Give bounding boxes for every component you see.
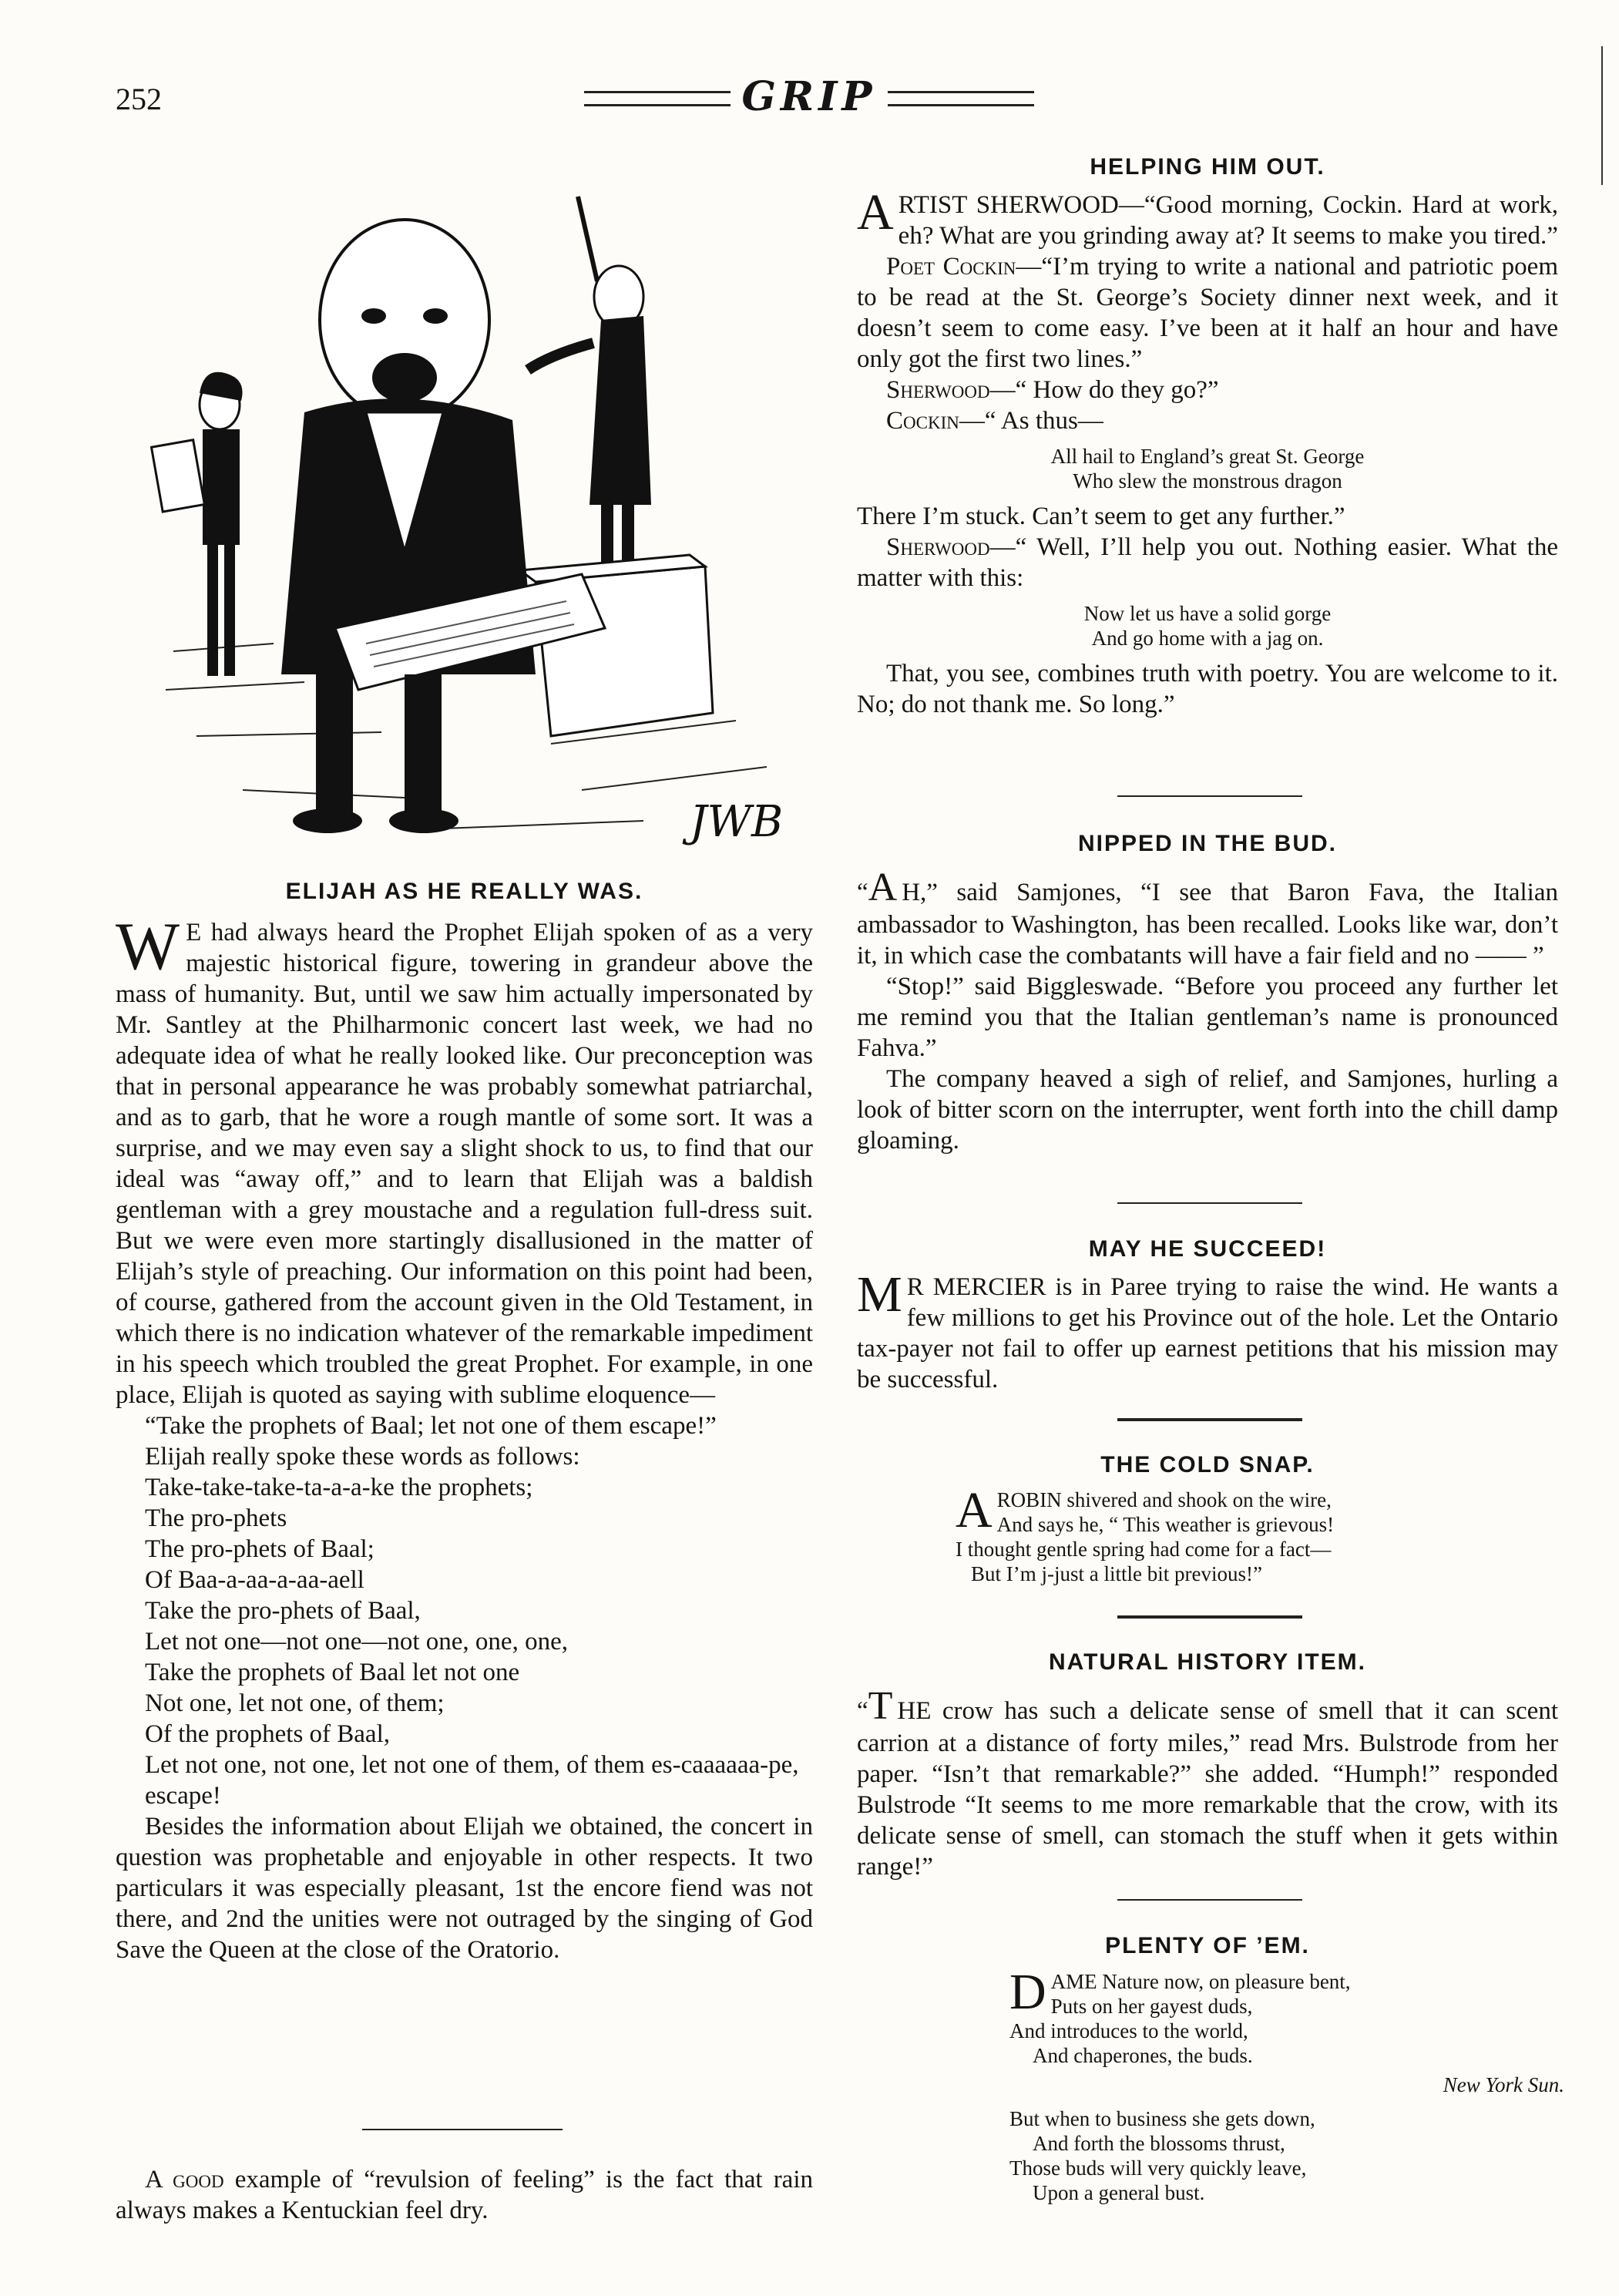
helping-paragraph-1: RTIST SHERWOOD—“Good morning, Cockin. Hard at work, eh? What are you grinding away at? It seems to make you tired.” (898, 191, 1558, 250)
coldsnap-poem (956, 1482, 1495, 1586)
divider-right-2 (1117, 1202, 1302, 1204)
elijah-paragraph-2: Besides the information about Elijah we obtained, the concert in question was prophetable and enjoyable in other respects. It two particulars it was especially pleasant, 1st the encore fiend was not there, and 2nd the unities were not outraged by the singing of God Save the Queen at the close of the Oratorio. (116, 1813, 813, 1964)
article-coldsnap (956, 1482, 1495, 1586)
poem-line: Puts on her gayest duds, (1050, 1995, 1253, 2018)
article-nipped (857, 866, 1558, 1156)
article-plenty (1009, 1964, 1564, 2205)
masthead (578, 73, 1040, 120)
article-natural (857, 1685, 1558, 1882)
divider-right-1 (1117, 795, 1302, 797)
verse-line: Take the pro-phets of Baal, (145, 1597, 421, 1625)
kentuckian-text: example of “revulsion of feeling” is the fact that rain always makes a Kentuckian feel dry. (116, 2166, 814, 2224)
dropcap-nipped: A (868, 866, 898, 909)
natural-paragraph-1: HE crow has such a delicate sense of smell that it can scent carrion at a distance of forty miles,” read Mrs. Bulstrode from her paper. “Isn’t that remarkable?” she added. “Humph!” responded Bulstrode “It seems to me more remarkable that the crow, with its delicate sense of smell, can stomach the stuff when it gets within range!” (857, 1697, 1558, 1881)
kentuckian-lead: A good (145, 2166, 224, 2193)
dropcap-elijah: W (116, 909, 180, 984)
headline-nipped: NIPPED IN THE BUD. (1077, 831, 1338, 856)
poem-line: I thought gentle spring had come for a fact— (956, 1538, 1332, 1561)
helping-poem-2 (857, 601, 1558, 650)
poem-line: AME Nature now, on pleasure bent, (1050, 1970, 1351, 1993)
dropcap-succeed: M (857, 1266, 902, 1323)
poem-line: Now let us have a solid gorge (1083, 602, 1332, 625)
illustration-signature: JWB (690, 797, 784, 847)
headline-coldsnap: THE COLD SNAP. (1100, 1452, 1315, 1477)
elijah-figure (281, 220, 605, 833)
dropcap-plenty: D (1009, 1964, 1046, 2020)
page-edge-line (1601, 46, 1603, 185)
article-helping (857, 184, 1558, 720)
verse-line: Take the prophets of Baal let not one (145, 1659, 520, 1686)
headline-helping: HELPING HIM OUT. (1090, 154, 1325, 180)
poem-line: Who slew the monstrous dragon (1073, 469, 1342, 492)
speaker-sherwood: Sherwood (886, 376, 990, 404)
poem-line: Those buds will very quickly leave, (1009, 2156, 1307, 2180)
speaker-sherwood: Sherwood (886, 533, 990, 561)
verse-line: Take-take-take-ta-a-a-ke the prophets; (145, 1474, 533, 1501)
succeed-paragraph-1: R MERCIER is in Paree trying to raise the wind. He wants a few millions to get his Province out of the hole. Let the Ontario tax-payer not fail to offer up earnest petitions that his mission may be successful. (857, 1273, 1558, 1393)
speaker-poet-cockin: Poet Cockin (886, 253, 1016, 281)
masthead-rule-left (584, 91, 731, 106)
nipped-paragraph-3: The company heaved a sigh of relief, and Samjones, hurling a look of bitter scorn on the interrupter, went forth into the chill damp gloaming. (857, 1065, 1558, 1155)
poem-line: And go home with a jag on. (1091, 627, 1324, 650)
article-succeed (857, 1266, 1558, 1395)
helping-paragraph-5: There I’m stuck. Can’t seem to get any further.” (857, 503, 1345, 530)
page-number: 252 (116, 82, 162, 116)
poem-line: Upon a general bust. (1033, 2181, 1205, 2204)
helping-paragraph-7: That, you see, combines truth with poetry. You are welcome to it. No; do not thank me. So long.” (857, 660, 1558, 718)
elijah-intro: Elijah really spoke these words as follows: (145, 1443, 580, 1471)
headline-elijah: ELIJAH AS HE REALLY WAS. (285, 879, 643, 904)
helping-paragraph-3: —“ How do they go?” (989, 376, 1219, 404)
verse-line: Of Baa-a-aa-a-aa-aell (145, 1566, 364, 1594)
helping-poem-1 (857, 444, 1558, 493)
helping-paragraph-2: —“I’m trying to write a national and patriotic poem to be read at the St. George’s Society dinner next week, and it doesn’t seem to come easy. I’ve been at it half an hour and have only got the first two lines.” (857, 253, 1558, 373)
speaker-cockin: Cockin (886, 407, 959, 435)
headline-natural: NATURAL HISTORY ITEM. (1048, 1649, 1367, 1675)
helping-paragraph-4: —“ As thus— (959, 407, 1103, 435)
poem-line: But when to business she gets down, (1009, 2107, 1315, 2130)
divider-left (362, 2129, 563, 2130)
masthead-title: GRIP (741, 73, 877, 120)
poem-line: And introduces to the world, (1009, 2019, 1248, 2042)
poem-line: And chaperones, the buds. (1033, 2044, 1253, 2067)
verse-line: Let not one—not one—not one, one, one, (145, 1628, 568, 1656)
poem-line: And forth the blossoms thrust, (1033, 2132, 1285, 2155)
elijah-quote: “Take the prophets of Baal; let not one of them escape!” (145, 1412, 717, 1440)
verse-line: Not one, let not one, of them; (145, 1689, 445, 1717)
poem-line: ROBIN shivered and shook on the wire, (996, 1488, 1332, 1511)
poem-line: And says he, “ This weather is grievous! (996, 1513, 1335, 1536)
dropcap-natural: T (868, 1684, 893, 1728)
dropcap-helping: A (857, 184, 894, 240)
plenty-stanza-2 (1009, 2106, 1564, 2205)
verse-line: The pro-phets (145, 1504, 287, 1532)
small-figure-left (151, 372, 242, 676)
nipped-paragraph-1: H,” said Samjones, “I see that Baron Fava, the Italian ambassador to Washington, has been recalled. Looks like war, don’t it, in which case the combatants will have a fair field and no —— ” (857, 879, 1558, 970)
dropcap-coldsnap: A (956, 1482, 993, 1538)
cartoon-illustration (150, 181, 790, 859)
nipped-open-quote: “ (857, 879, 868, 906)
divider-right-3 (1117, 1418, 1302, 1421)
natural-open-quote: “ (857, 1697, 868, 1725)
elijah-paragraph-1: E had always heard the Prophet Elijah spoken of as a very majestic historical figure, towering in grandeur above the mass of humanity. But, until we saw him actually impersonated by Mr. Santley at the Philharmonic concert last week, we had no adequate idea of what he really looked like. Our preconception was that in personal appearance he was probably somewhat patriarchal, and as to garb, that he wore a rough mantle of some sort. It was a surprise, and we may even say a slight shock to us, to find that our ideal was “away off,” and to learn that Elijah was a baldish gentleman with a grey moustache and a regulation full-dress suit. But we were even more startingly disallusioned in the matter of Elijah’s style of preaching. Our information on this point had been, of course, gathered from the account given in the Old Testament, in which there is no indication whatever of the remarkable impediment in his speech which troubled the great Prophet. For example, in one place, Elijah is quoted as saying with sublime eloquence— (116, 919, 813, 1409)
helping-paragraph-6: —“ Well, I’ll help you out. Nothing easier. What the matter with this: (857, 533, 1558, 592)
article-elijah (116, 909, 813, 1965)
elijah-verse (116, 1472, 813, 1811)
masthead-rule-right (888, 91, 1034, 106)
headline-plenty: PLENTY OF ’EM. (1105, 1933, 1310, 1958)
poem-line: But I’m j-just a little bit previous!” (971, 1562, 1262, 1585)
article-kentuckian (116, 2164, 813, 2226)
page-header (116, 73, 1580, 119)
divider-right-4 (1117, 1615, 1302, 1619)
plenty-source: New York Sun. (1443, 2073, 1564, 2096)
plenty-stanza-1 (1009, 1964, 1564, 2068)
headline-succeed: MAY HE SUCCEED! (1088, 1236, 1327, 1262)
divider-right-5 (1117, 1899, 1302, 1901)
verse-line: Let not one, not one, let not one of them, of them es-caaaaaa-pe, escape! (145, 1751, 799, 1810)
conductor-figure (528, 197, 651, 590)
poem-line: All hail to England’s great St. George (1050, 445, 1365, 468)
verse-line: Of the prophets of Baal, (145, 1720, 390, 1748)
nipped-paragraph-2: “Stop!” said Biggleswade. “Before you proceed any further let me remind you that the Italian gentleman’s name is pronounced Fahva.” (857, 973, 1558, 1062)
verse-line: The pro-phets of Baal; (145, 1535, 375, 1563)
